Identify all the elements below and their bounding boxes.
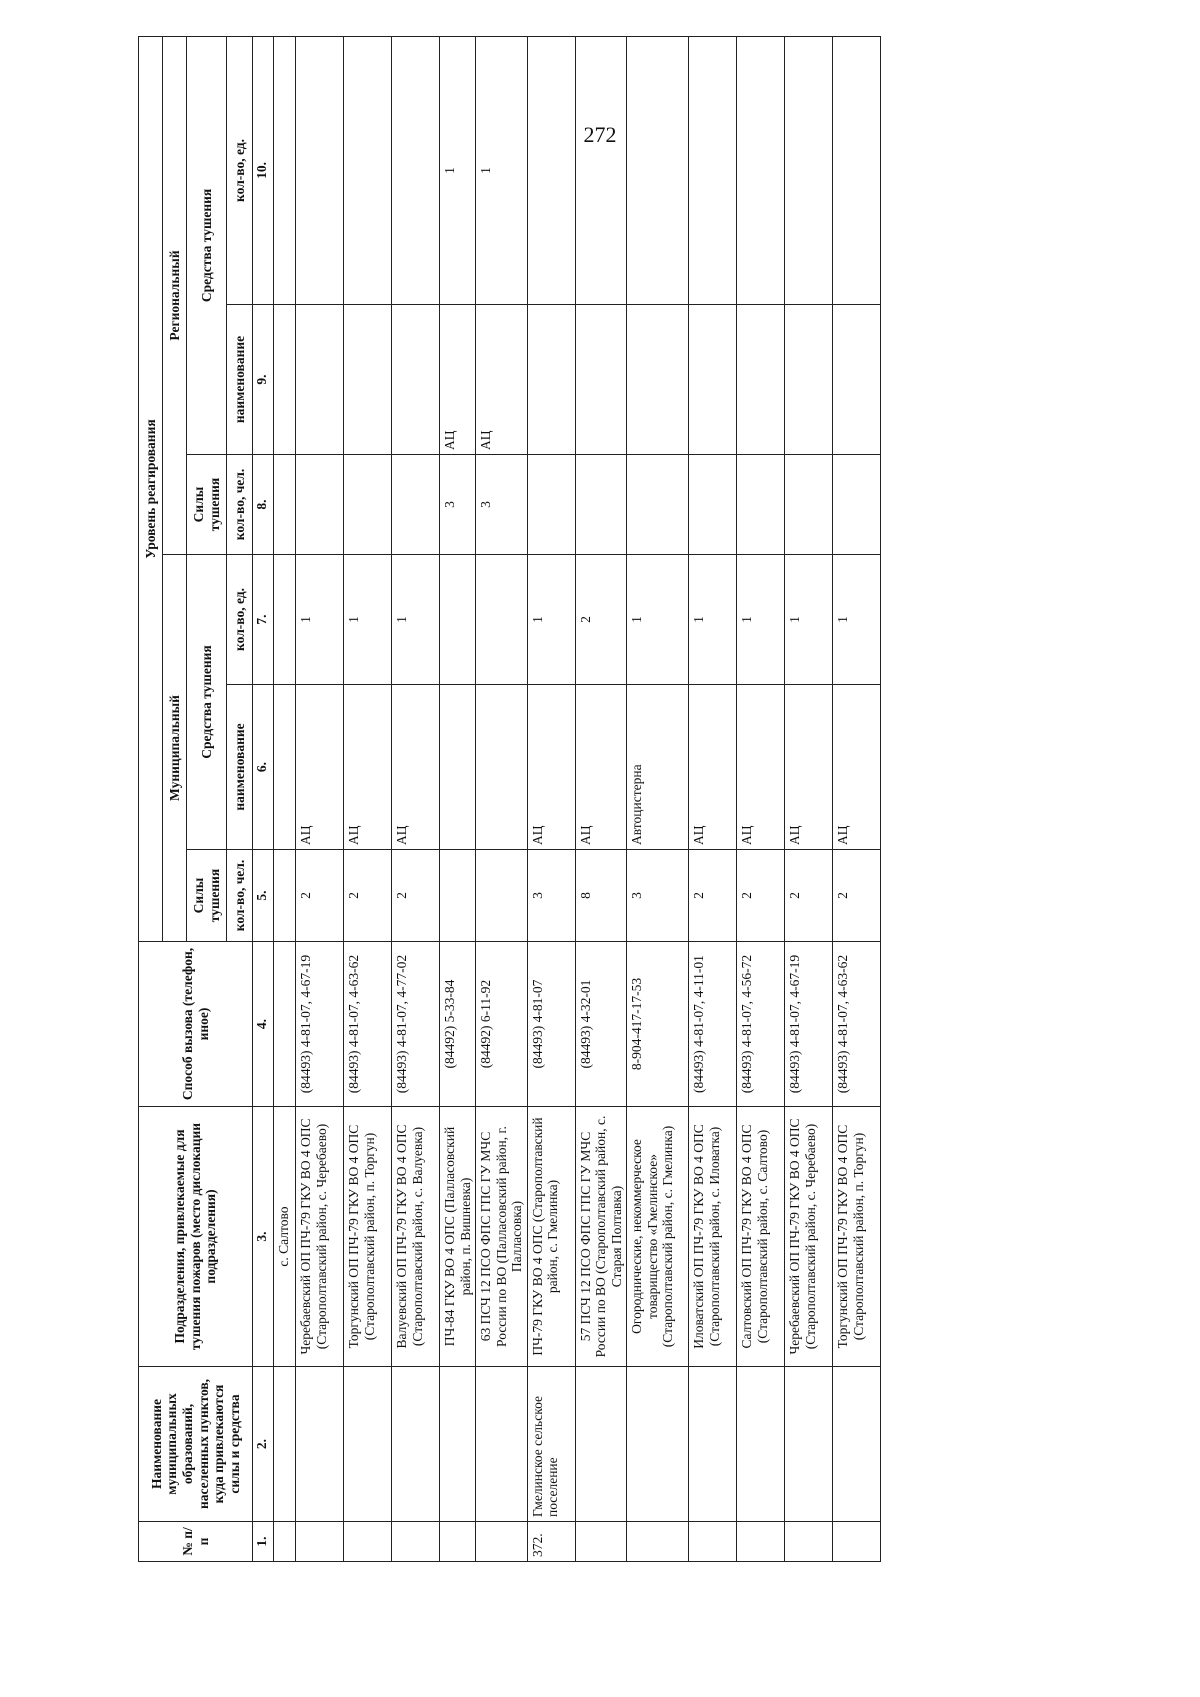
regional-forces-qty (527, 455, 575, 555)
regional-means-name (689, 305, 737, 455)
regional-means-name (575, 305, 627, 455)
municipality-name (737, 1367, 785, 1522)
regional-means-name (296, 305, 344, 455)
table-row (440, 36, 476, 1561)
municipal-means-name (274, 685, 296, 850)
regional-means-name (785, 305, 833, 455)
column-number: 7. (253, 555, 274, 685)
municipal-means-name (476, 685, 528, 850)
row-number (689, 1522, 737, 1562)
header-regional: Региональный (163, 36, 187, 554)
call-method: (84493) 4-81-07, 4-67-19 (296, 942, 344, 1107)
table-row (627, 36, 689, 1561)
header-name: наименование (227, 305, 253, 455)
regional-means-qty (833, 36, 881, 304)
municipal-forces-qty: 2 (392, 850, 440, 942)
municipal-means-name: АЦ (392, 685, 440, 850)
municipality-name (296, 1367, 344, 1522)
municipality-name: Гмелинское сельское поселение (527, 1367, 575, 1522)
header-municipality: Наименование муниципальных образований, населенных пунктов, куда привлекаются силы и средства (139, 1367, 253, 1522)
regional-means-name (344, 305, 392, 455)
regional-forces-qty (344, 455, 392, 555)
municipal-means-qty (440, 555, 476, 685)
municipal-forces-qty: 2 (344, 850, 392, 942)
column-number: 8. (253, 455, 274, 555)
header-qty-units: кол-во, ед. (227, 36, 253, 304)
call-method (274, 942, 296, 1107)
header-units: Подразделения, привлекаемые для тушения пожаров (место дислокации подразделения) (139, 1107, 253, 1367)
municipal-means-qty: 1 (296, 555, 344, 685)
response-table (138, 36, 881, 1562)
municipality-name (392, 1367, 440, 1522)
fire-unit: 57 ПСЧ 12 ПСО ФПС ГПС ГУ МЧС России по ВО (Старополтавский район, с. Старая Полтавка) (575, 1107, 627, 1367)
municipal-forces-qty: 2 (737, 850, 785, 942)
regional-means-qty: 1 (440, 36, 476, 304)
municipal-forces-qty: 3 (627, 850, 689, 942)
column-number: 10. (253, 36, 274, 304)
call-method: (84493) 4-81-07, 4-11-01 (689, 942, 737, 1107)
call-method: 8-904-417-17-53 (627, 942, 689, 1107)
header-regional-means: Средства тушения (187, 36, 227, 454)
header-call-method: Способ вызова (телефон, иное) (139, 942, 253, 1107)
regional-means-qty (296, 36, 344, 304)
call-method: (84493) 4-32-01 (575, 942, 627, 1107)
regional-means-qty (737, 36, 785, 304)
regional-means-qty (527, 36, 575, 304)
regional-forces-qty (627, 455, 689, 555)
regional-means-qty (689, 36, 737, 304)
regional-means-name (392, 305, 440, 455)
call-method: (84493) 4-81-07, 4-77-02 (392, 942, 440, 1107)
header-regional-forces: Силы тушения (187, 455, 227, 555)
table-row (296, 36, 344, 1561)
call-method: (84492) 5-33-84 (440, 942, 476, 1107)
municipal-means-qty: 1 (689, 555, 737, 685)
regional-forces-qty (274, 455, 296, 555)
fire-unit: Огороднические, некоммерческое товарищество «Гмелинское» (Старополтавский район, с. Гмелинка) (627, 1107, 689, 1367)
fire-unit: Торгунский ОП ПЧ-79 ГКУ ВО 4 ОПС (Старополтавский район, п. Торгун) (833, 1107, 881, 1367)
municipal-means-qty: 1 (344, 555, 392, 685)
regional-means-qty (344, 36, 392, 304)
call-method: (84493) 4-81-07 (527, 942, 575, 1107)
municipal-means-qty (476, 555, 528, 685)
row-number (296, 1522, 344, 1562)
column-number: 3. (253, 1107, 274, 1367)
fire-unit: ПЧ-84 ГКУ ВО 4 ОПС (Палласовский район, п. Вишневка) (440, 1107, 476, 1367)
regional-means-name: АЦ (440, 305, 476, 455)
fire-unit: 63 ПСЧ 12 ПСО ФПС ГПС ГУ МЧС России по ВО (Палласовский район, г. Палласовка) (476, 1107, 528, 1367)
table-row (785, 36, 833, 1561)
municipal-means-qty: 1 (785, 555, 833, 685)
table-row (344, 36, 392, 1561)
column-number: 1. (253, 1522, 274, 1562)
regional-means-name (737, 305, 785, 455)
column-number: 6. (253, 685, 274, 850)
table-row (476, 36, 528, 1561)
municipal-means-name: АЦ (785, 685, 833, 850)
column-number: 4. (253, 942, 274, 1107)
table-row (737, 36, 785, 1561)
row-number (344, 1522, 392, 1562)
regional-means-name (274, 305, 296, 455)
municipal-means-name: АЦ (527, 685, 575, 850)
regional-forces-qty (785, 455, 833, 555)
regional-means-qty (785, 36, 833, 304)
municipal-means-name: АЦ (296, 685, 344, 850)
municipality-name (833, 1367, 881, 1522)
call-method: (84493) 4-81-07, 4-56-72 (737, 942, 785, 1107)
municipal-means-qty (274, 555, 296, 685)
municipal-forces-qty: 2 (689, 850, 737, 942)
regional-forces-qty (737, 455, 785, 555)
municipal-means-qty: 1 (392, 555, 440, 685)
municipal-forces-qty (476, 850, 528, 942)
regional-means-name (833, 305, 881, 455)
row-number (440, 1522, 476, 1562)
municipal-means-name: АЦ (575, 685, 627, 850)
regional-means-name: АЦ (476, 305, 528, 455)
regional-means-qty: 1 (476, 36, 528, 304)
call-method: (84493) 4-81-07, 4-63-62 (344, 942, 392, 1107)
fire-unit: с. Салтово (274, 1107, 296, 1367)
fire-unit: Салтовский ОП ПЧ-79 ГКУ ВО 4 ОПС (Старополтавский район, с. Салтово) (737, 1107, 785, 1367)
municipal-means-qty: 2 (575, 555, 627, 685)
regional-forces-qty (575, 455, 627, 555)
call-method: (84493) 4-81-07, 4-63-62 (833, 942, 881, 1107)
municipal-forces-qty (274, 850, 296, 942)
regional-means-qty (392, 36, 440, 304)
regional-means-name (627, 305, 689, 455)
column-number: 2. (253, 1367, 274, 1522)
municipal-means-qty: 1 (527, 555, 575, 685)
municipal-forces-qty: 2 (785, 850, 833, 942)
regional-means-qty (627, 36, 689, 304)
header-municipal: Муниципальный (163, 555, 187, 942)
regional-means-qty (575, 36, 627, 304)
municipality-name (785, 1367, 833, 1522)
municipal-forces-qty: 2 (833, 850, 881, 942)
table-header (139, 36, 274, 1561)
rotated-table-container (138, 37, 1081, 1562)
table-row (392, 36, 440, 1561)
row-number: 372. (527, 1522, 575, 1562)
regional-forces-qty (296, 455, 344, 555)
fire-unit: Иловатский ОП ПЧ-79 ГКУ ВО 4 ОПС (Старополтавский район, с. Иловатка) (689, 1107, 737, 1367)
municipality-name (575, 1367, 627, 1522)
row-number (737, 1522, 785, 1562)
regional-forces-qty (833, 455, 881, 555)
row-number (274, 1522, 296, 1562)
municipal-forces-qty (440, 850, 476, 942)
header-name: наименование (227, 685, 253, 850)
municipality-name (274, 1367, 296, 1522)
row-number (476, 1522, 528, 1562)
header-number: № п/п (139, 1522, 253, 1562)
regional-forces-qty: 3 (476, 455, 528, 555)
municipality-name (627, 1367, 689, 1522)
regional-means-qty (274, 36, 296, 304)
municipality-name (476, 1367, 528, 1522)
municipal-forces-qty: 8 (575, 850, 627, 942)
call-method: (84493) 4-81-07, 4-67-19 (785, 942, 833, 1107)
table-body (274, 36, 881, 1561)
municipal-means-name: АЦ (833, 685, 881, 850)
column-number: 9. (253, 305, 274, 455)
header-qty-people: кол-во, чел. (227, 455, 253, 555)
row-number (575, 1522, 627, 1562)
page-number: 272 (583, 122, 617, 147)
fire-unit: ПЧ-79 ГКУ ВО 4 ОПС (Старополтавский район, с. Гмелинка) (527, 1107, 575, 1367)
municipal-means-qty: 1 (627, 555, 689, 685)
municipality-name (440, 1367, 476, 1522)
table-row (575, 36, 627, 1561)
header-municipal-means: Средства тушения (187, 555, 227, 850)
municipality-name (344, 1367, 392, 1522)
municipal-forces-qty: 2 (296, 850, 344, 942)
municipal-means-name: АЦ (344, 685, 392, 850)
call-method: (84492) 6-11-92 (476, 942, 528, 1107)
row-number (833, 1522, 881, 1562)
regional-forces-qty: 3 (440, 455, 476, 555)
table-row (274, 36, 296, 1561)
regional-means-name (527, 305, 575, 455)
fire-unit: Торгунский ОП ПЧ-79 ГКУ ВО 4 ОПС (Старополтавский район, п. Торгун) (344, 1107, 392, 1367)
municipal-means-name: АЦ (737, 685, 785, 850)
municipal-means-qty: 1 (737, 555, 785, 685)
row-number (392, 1522, 440, 1562)
column-number: 5. (253, 850, 274, 942)
regional-forces-qty (689, 455, 737, 555)
header-response-level: Уровень реагирования (139, 36, 163, 941)
header-municipal-forces: Силы тушения (187, 850, 227, 942)
fire-unit: Валуевский ОП ПЧ-79 ГКУ ВО 4 ОПС (Старополтавский район, с. Валуевка) (392, 1107, 440, 1367)
table-row (689, 36, 737, 1561)
municipal-means-qty: 1 (833, 555, 881, 685)
regional-forces-qty (392, 455, 440, 555)
header-qty-units: кол-во, ед. (227, 555, 253, 685)
column-numbers-row (253, 36, 274, 1561)
municipality-name (689, 1367, 737, 1522)
municipal-means-name: АЦ (689, 685, 737, 850)
municipal-means-name (440, 685, 476, 850)
municipal-forces-qty: 3 (527, 850, 575, 942)
fire-unit: Черебаевский ОП ПЧ-79 ГКУ ВО 4 ОПС (Старополтавский район, с. Черебаево) (785, 1107, 833, 1367)
row-number (627, 1522, 689, 1562)
header-qty-people: кол-во, чел. (227, 850, 253, 942)
table-row (527, 36, 575, 1561)
municipal-means-name: Автоцистерна (627, 685, 689, 850)
row-number (785, 1522, 833, 1562)
table-row (833, 36, 881, 1561)
fire-unit: Черебаевский ОП ПЧ-79 ГКУ ВО 4 ОПС (Старополтавский район, с. Черебаево) (296, 1107, 344, 1367)
